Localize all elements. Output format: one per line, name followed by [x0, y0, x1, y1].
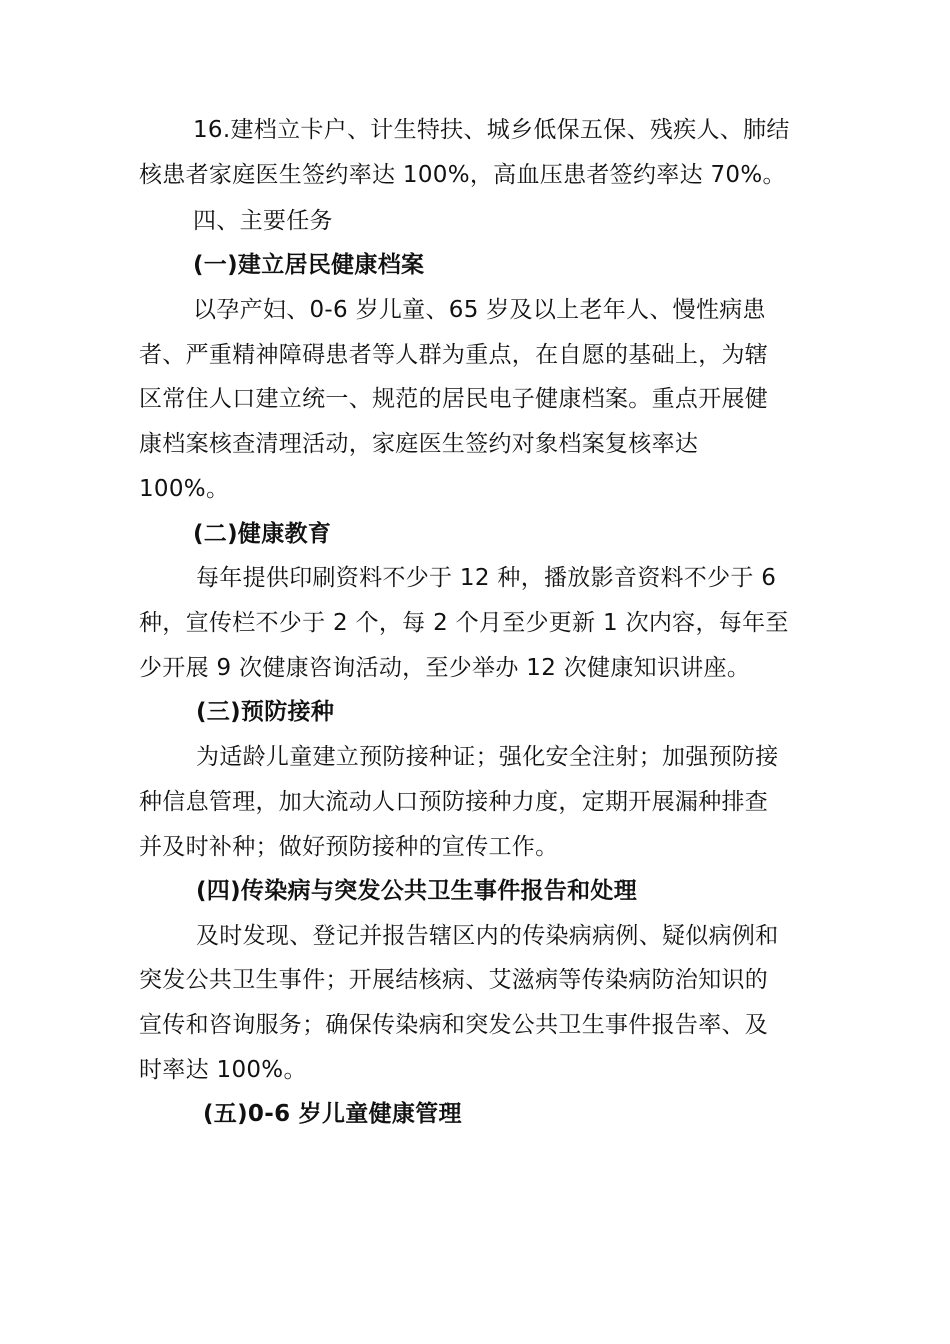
paragraph-item16-line2: 核患者家庭医生签约率达 100%，高血压患者签约率达 70%。 [139, 162, 786, 188]
subheading-health-records: (一)建立居民健康档案 [193, 252, 425, 278]
paragraph-health-education-line1: 每年提供印刷资料不少于 12 种，播放影音资料不少于 6 [196, 565, 777, 591]
section-heading-main-tasks: 四、主要任务 [193, 208, 333, 234]
paragraph-vaccination-line1: 为适龄儿童建立预防接种证；强化安全注射；加强预防接 [196, 744, 779, 770]
paragraph-health-education-line3: 少开展 9 次健康咨询活动，至少举办 12 次健康知识讲座。 [139, 655, 751, 681]
paragraph-health-education-line2: 种，宣传栏不少于 2 个，每 2 个月至少更新 1 次内容，每年至 [139, 610, 789, 636]
paragraph-health-records-line5: 100%。 [139, 476, 230, 502]
paragraph-health-records-line3: 区常住人口建立统一、规范的居民电子健康档案。重点开展健 [139, 386, 769, 412]
subheading-infectious-disease: (四)传染病与突发公共卫生事件报告和处理 [196, 878, 638, 904]
paragraph-vaccination-line2: 种信息管理，加大流动人口预防接种力度，定期开展漏种排查 [139, 789, 769, 815]
subheading-child-health: (五)0-6 岁儿童健康管理 [203, 1101, 462, 1127]
paragraph-infectious-disease-line4: 时率达 100%。 [139, 1057, 307, 1083]
paragraph-health-records-line2: 者、严重精神障碍患者等人群为重点，在自愿的基础上，为辖 [139, 342, 769, 368]
subheading-health-education: (二)健康教育 [193, 521, 332, 547]
paragraph-health-records-line1: 以孕产妇、0-6 岁儿童、65 岁及以上老年人、慢性病患 [193, 297, 766, 323]
paragraph-infectious-disease-line3: 宣传和咨询服务；确保传染病和突发公共卫生事件报告率、及 [139, 1012, 769, 1038]
paragraph-infectious-disease-line1: 及时发现、登记并报告辖区内的传染病病例、疑似病例和 [196, 923, 779, 949]
paragraph-vaccination-line3: 并及时补种；做好预防接种的宣传工作。 [139, 834, 559, 860]
paragraph-infectious-disease-line2: 突发公共卫生事件；开展结核病、艾滋病等传染病防治知识的 [139, 967, 769, 993]
paragraph-item16-line1: 16.建档立卡户、计生特扶、城乡低保五保、残疾人、肺结 [193, 117, 790, 143]
paragraph-health-records-line4: 康档案核查清理活动，家庭医生签约对象档案复核率达 [139, 431, 699, 457]
subheading-vaccination: (三)预防接种 [196, 699, 335, 725]
